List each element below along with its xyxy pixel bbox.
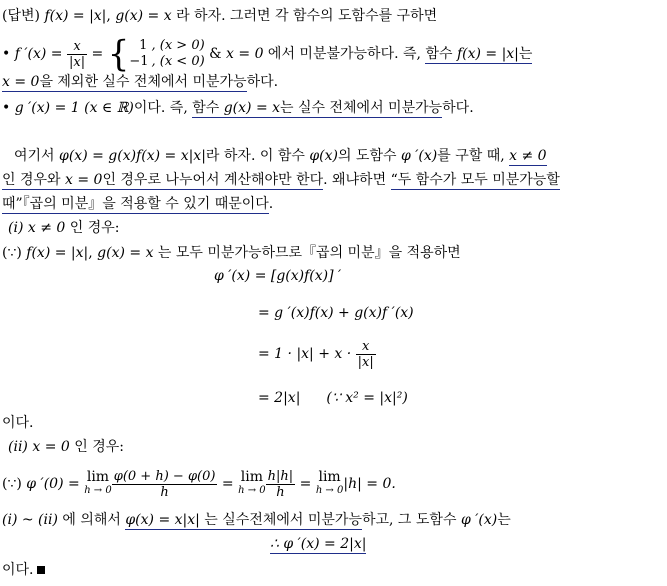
line-13: = 1 · |x| + x · $\frac{x}{|x|}$ xyxy=(258,338,374,370)
line-17: (∵) φ ′(0) = lim h → 0 $\frac{\varphi(0 + h) - \varphi(0)}{h}$ = lim h → 0 $\frac{h|h|}{h}$ = lim h → 0 |h| = 0. xyxy=(2,468,396,500)
line-14: = 2|x| (∵ x² = |x|²) xyxy=(258,390,408,406)
final-result: ∴ φ ′(x) = 2|x| xyxy=(270,536,367,552)
piecewise-cases: 1 , (x > 0) −1 , (x < 0) xyxy=(129,38,205,69)
line-9: (i) x ≠ 0 인 경우: xyxy=(8,220,120,236)
line-15: 이다. xyxy=(2,415,34,431)
line-11: φ ′(x) = [g(x)f(x)] ′ xyxy=(214,268,342,284)
line-4: • g ′(x) = 1 (x ∈ ℝ)이다. 즉, 함수 g(x) = x는 실수 전체에서 미분가능하다. xyxy=(2,100,474,116)
line-8: 때”『곱의 미분』을 적용할 수 있기 때문이다. xyxy=(2,196,274,212)
qed-square-icon xyxy=(37,566,45,574)
line-3: x = 0을 제외한 실수 전체에서 미분가능하다. xyxy=(2,74,279,90)
bullet: • xyxy=(2,46,15,62)
line-19 xyxy=(270,534,366,554)
underline-1: 함수 f(x) = |x|는 xyxy=(425,46,533,62)
line-20: 이다. xyxy=(2,560,45,580)
line-10: (∵) f(x) = |x|, g(x) = x 는 모두 미분가능하므로『곱의 미분』을 적용하면 xyxy=(2,245,461,261)
line-18: (i) ~ (ii) 에 의해서 φ(x) = x|x| 는 실수전체에서 미분가능하고, 그 도함수 φ ′(x)는 xyxy=(2,512,511,528)
math-gx: g(x) = x xyxy=(115,8,172,24)
line-16: (ii) x = 0 인 경우: xyxy=(8,439,124,455)
math-fx: f(x) = |x| xyxy=(44,8,107,24)
line-2: • f ′(x) = $\frac{x}{|x|}$ = { 1 , (x > 0) −1 , (x < 0) & x = 0 에서 미분불가능하다. 즉, 함수 f(x) = |x|는 xyxy=(2,33,533,75)
line-12: = g ′(x)f(x) + g(x)f ′(x) xyxy=(258,305,414,321)
line-7: 인 경우와 x = 0인 경우로 나누어서 계산해야만 한다. 왜냐하면 “두 함수가 모두 미분가능할 xyxy=(2,172,560,188)
answer-label: (답변) xyxy=(2,8,45,24)
line-6: 여기서 φ(x) = g(x)f(x) = x|x|라 하자. 이 함수 φ(x)의 도함수 φ ′(x)를 구할 때, x ≠ 0 xyxy=(14,148,547,164)
limit: lim h → 0 xyxy=(84,469,112,496)
line-1: (답변) f(x) = |x|, g(x) = x 라 하자. 그러면 각 함수의 도함수를 구하면 xyxy=(2,8,438,24)
fraction: $\frac{x}{|x|}$ xyxy=(68,38,86,70)
left-brace: { xyxy=(107,33,130,75)
